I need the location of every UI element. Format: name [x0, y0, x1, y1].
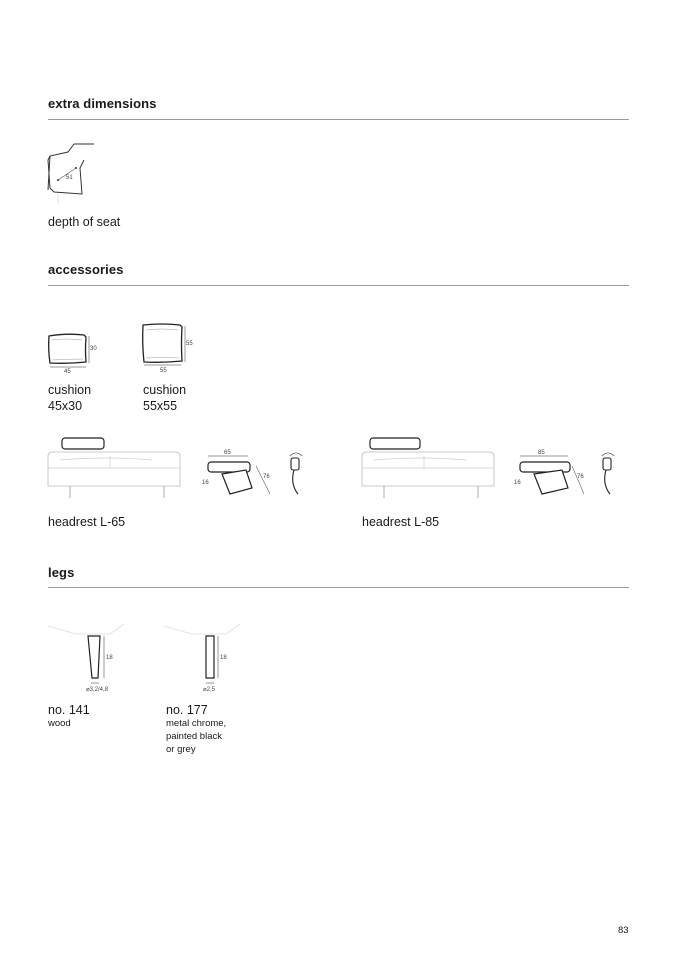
leg-141-diameter: ⌀3,2/4,8 — [86, 687, 108, 693]
cushion-1-width: 45 — [64, 369, 71, 375]
headrest-65-label: headrest L-65 — [48, 515, 126, 529]
cushion-1-label: cushion — [48, 383, 92, 397]
headrest-85-label: headrest L-85 — [362, 515, 440, 529]
headrest-65-dimension-drawing — [200, 448, 278, 504]
leg-177-name: no. 177 — [166, 703, 208, 717]
depth-of-seat-label: depth of seat — [48, 215, 121, 229]
seat-depth-value: 51 — [66, 175, 73, 181]
section-divider — [48, 587, 629, 588]
leg-141-name: no. 141 — [48, 703, 90, 717]
cushion-1-size: 45x30 — [48, 399, 83, 413]
cushion-55x55-drawing — [140, 322, 200, 376]
cushion-45x30-drawing — [46, 330, 102, 376]
leg-177-diameter: ⌀2,5 — [203, 687, 215, 693]
leg-141-desc: wood — [48, 718, 71, 729]
headrest-85-height: 76 — [577, 474, 584, 480]
leg-141-height: 18 — [106, 655, 113, 661]
cushion-2-size: 55x55 — [143, 399, 178, 413]
sofa-with-headrest-85-drawing — [360, 434, 500, 504]
cushion-2-label: cushion — [143, 383, 187, 397]
leg-177-drawing — [164, 616, 244, 696]
cushion-2-width: 55 — [160, 368, 167, 374]
headrest-65-width: 65 — [224, 450, 231, 456]
cushion-2-height: 55 — [186, 341, 193, 347]
leg-177-height: 18 — [220, 655, 227, 661]
leg-177-desc-line1: metal chrome, — [166, 718, 227, 729]
leg-177-desc-line3: or grey — [166, 744, 196, 755]
headrest-85-width: 85 — [538, 450, 545, 456]
headrest-65-depth: 16 — [202, 480, 209, 486]
section-title-accessories: accessories — [48, 262, 124, 277]
section-title-extra-dimensions: extra dimensions — [48, 96, 157, 111]
headrest-65-adjust-drawing — [284, 448, 310, 500]
headrest-85-adjust-drawing — [596, 448, 622, 500]
section-title-legs: legs — [48, 565, 75, 580]
leg-177-desc-line2: painted black — [166, 731, 222, 742]
leg-141-drawing — [48, 616, 128, 696]
cushion-1-height: 30 — [90, 346, 97, 352]
section-divider — [48, 119, 629, 120]
headrest-85-dimension-drawing — [512, 448, 590, 504]
headrest-85-depth: 16 — [514, 480, 521, 486]
sofa-with-headrest-65-drawing — [46, 434, 186, 504]
section-divider — [48, 285, 629, 286]
seat-depth-drawing — [44, 140, 104, 210]
page-number: 83 — [618, 925, 629, 936]
headrest-65-height: 76 — [263, 474, 270, 480]
